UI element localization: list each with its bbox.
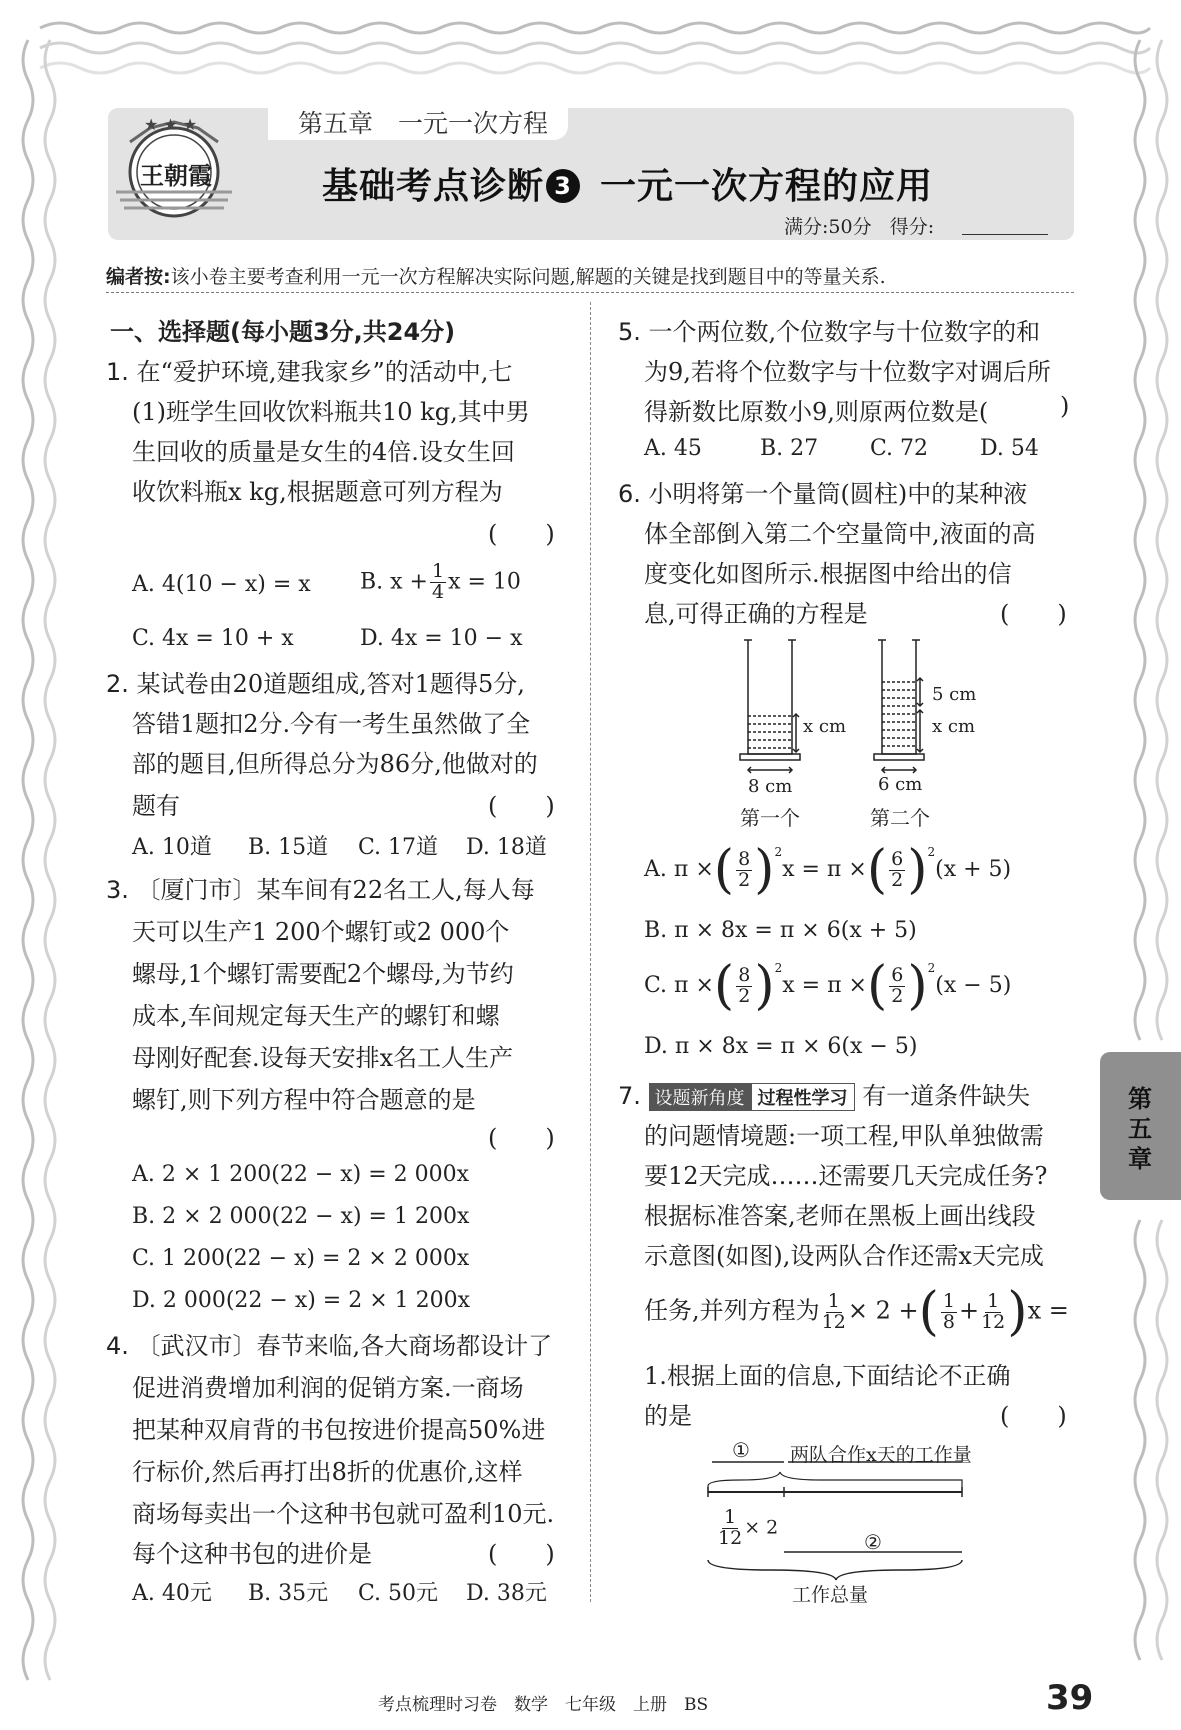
option-d[interactable]: D. 2 000(22 − x) = 2 × 1 200x [132,1288,471,1313]
option-c[interactable]: C. 1 200(22 − x) = 2 × 2 000x [132,1246,470,1271]
svg-text:★ ★ ★: ★ ★ ★ [144,115,198,134]
answer-paren[interactable]: ( ) [488,520,555,548]
equation-line: 任务,并列方程为 $\frac{1}{12}$ × 2 +( $\frac{1}{8}$ + $\frac{1}{12}$ )x = [644,1282,1069,1342]
question-number: 4. [106,1332,129,1360]
cyl2-height-label: x cm [932,716,976,737]
question-number: 2. [106,670,129,698]
question-number: 6. [618,480,641,508]
option-d[interactable]: D. 18道 [466,835,547,860]
page-title: 基础考点诊断 3 一元一次方程的应用 [322,166,934,207]
option-d[interactable]: D. 54 [980,436,1039,461]
answer-paren[interactable]: ( ) [488,1124,555,1152]
logo-text: 王朝霞 [140,161,212,190]
tag-new-angle: 设题新角度 [649,1083,751,1111]
score-blank[interactable] [962,234,1048,235]
chapter-label: 第五章 一元一次方程 [298,109,549,138]
editor-note: 编者按:该小卷主要考查利用一元一次方程解决实际问题,解题的关键是找到题目中的等量关系. [106,266,886,288]
option-d[interactable]: D. π × 8x = π × 6(x − 5) [644,1034,918,1059]
option-a[interactable]: A. 2 × 1 200(22 − x) = 2 000x [132,1162,470,1187]
option-c[interactable]: C. π ×( $\frac{8}{2}$ )$^2$x = π ×( $\frac{6}{2}$ )$^2$(x − 5) [644,956,1012,1016]
answer-paren-close[interactable]: ) [1060,392,1070,420]
option-c[interactable]: C. 72 [870,436,929,461]
cyl2-caption: 第二个 [870,806,930,830]
section-heading: 一、选择题(每小题3分,共24分) [110,318,456,346]
cylinder-1 [740,640,800,773]
option-b[interactable]: B. 2 × 2 000(22 − x) = 1 200x [132,1204,470,1229]
option-a[interactable]: A. 10道 [132,835,212,860]
question-number: 3. [106,876,129,904]
question-number: 7. [618,1082,641,1110]
option-d[interactable]: D. 38元 [466,1581,547,1606]
footer-text: 考点梳理时习卷 数学 七年级 上册 BS [378,1695,709,1715]
option-c[interactable]: C. 17道 [358,835,439,860]
segment-label-1: ① [732,1438,750,1462]
option-c[interactable]: C. 50元 [358,1581,439,1606]
page-number: 39 [1046,1678,1094,1718]
segment-label-2: ② [864,1530,882,1554]
question-number: 5. [618,318,641,346]
cyl1-width-label: 8 cm [748,776,793,797]
tag-process-learning: 过程性学习 [751,1083,855,1111]
segment-total-label: 工作总量 [792,1584,869,1606]
title-number-badge: 3 [546,169,580,203]
segment-label-1-text: 两队合作x天的工作量 [790,1444,972,1466]
answer-paren[interactable]: ( ) [488,792,555,820]
answer-paren[interactable]: ( ) [1000,600,1067,628]
option-b[interactable]: B. 35元 [248,1581,329,1606]
option-b[interactable]: B. 27 [760,436,819,461]
cyl2-width-label: 6 cm [878,774,923,795]
option-b[interactable]: B. x + $\frac{1}{4}$ x = 10 [360,560,521,603]
score-area: 满分:50分 得分: [784,216,935,238]
column-divider [590,302,591,1602]
option-a[interactable]: A. 40元 [132,1581,212,1606]
option-b[interactable]: B. 15道 [248,835,329,860]
cylinder-2 [874,640,924,773]
segment-fraction: $\frac{1}{12}$ × 2 [718,1506,779,1549]
option-b[interactable]: B. π × 8x = π × 6(x + 5) [644,918,917,943]
option-a[interactable]: A. 4(10 − x) = x [132,572,311,597]
option-a[interactable]: A. π ×( $\frac{8}{2}$ )$^2$x = π ×( $\frac{6}{2}$ )$^2$(x + 5) [644,840,1012,900]
option-c[interactable]: C. 4x = 10 + x [132,626,294,651]
chapter-side-tab-label: 第五章 [1128,1085,1152,1173]
answer-paren[interactable]: ( ) [488,1540,555,1568]
divider [106,292,1074,293]
option-d[interactable]: D. 4x = 10 − x [360,626,523,651]
answer-paren[interactable]: ( ) [1000,1402,1067,1430]
cyl2-top-label: 5 cm [932,684,977,705]
cyl1-caption: 第一个 [740,806,800,830]
cyl1-height-label: x cm [803,716,847,737]
option-a[interactable]: A. 45 [644,436,702,461]
question-number: 1. [106,358,129,386]
